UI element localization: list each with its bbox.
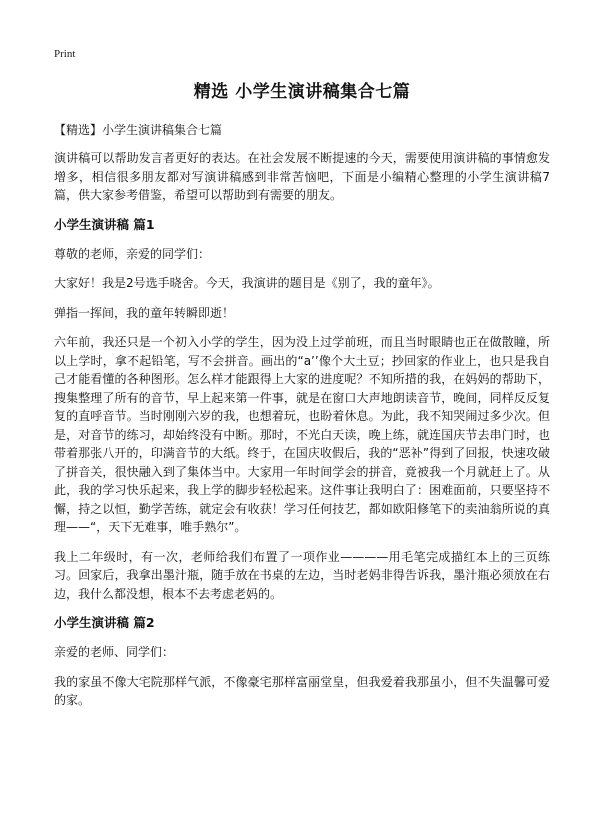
salutation-paragraph: 尊敬的老师，亲爱的同学们： — [54, 246, 211, 261]
page-title: 精选 小学生演讲稿集合七篇 — [193, 82, 411, 102]
article-subtitle: 【精选】小学生演讲稿集合七篇 — [54, 123, 223, 137]
salutation-paragraph: 亲爱的老师、同学们： — [54, 645, 175, 659]
section-heading-2: 小学生演讲稿 篇2 — [54, 615, 155, 630]
body-paragraph: 我上二年级时，有一次，老师给我们布置了一项作业————用毛笔完成描红本上的三页练习。回家后，我拿出墨汁瓶，随手放在书桌的左边，当时老妈非得告诉我，墨汁瓶必须放在右边，我什么都没想，根本不去考虑老妈的。 — [54, 549, 550, 601]
body-paragraph: 弹指一挥间，我的童年转瞬即逝！ — [54, 305, 235, 320]
intro-paragraph: 演讲稿可以帮助发言者更好的表达。在社会发展不断提速的今天，需要使用演讲稿的事情愈发增多，相信很多朋友都对写演讲稿感到非常苦恼吧，下面是小编精心整理的小学生演讲稿7篇，供大家参考借鉴，希望可以帮助到有需要的朋友。 — [54, 151, 550, 202]
body-paragraph: 六年前，我还只是一个初入小学的学生，因为没上过学前班，而且当时眼睛也正在做散瞳，所以上学时，拿不起铅笔，写不会拼音。画出的“a’’像个大土豆；抄回家的作业上，也只是我自己才能看懂的各种图形。怎么样才能跟得上大家的进度呢？不知所措的我，在妈妈的帮助下，搜集整理了所有的音节，早上起来第一件事，就是在窗口大声地朗读音节，晚间，同样反反复复的直呼音节。当时刚刚六岁的我，也想着玩，也盼着休息。为此，我不知哭闹过多少次。但是，对音节的练习，却始终没有中断。那时，不光白天读，晚上练，就连国庆节去串门时，也带着那张八开的，印满音节的大纸。终于，在国庆收假后，我的“恶补”得到了回报，快速攻破了拼音关，很快融入到了集体当中。大家用一年时间学会的拼音，竟被我一个月就赶上了。从此，我的学习快乐起来，我上学的脚步轻松起来。这件事让我明白了：困难面前，只要坚持不懈，持之以恒，勤学苦练，就定会有收获！学习任何技艺，都如欧阳修笔下的卖油翁所说的真理——“，天下无难事，唯手熟尔”。 — [54, 335, 550, 534]
body-paragraph: 我的家虽不像大宅院那样气派，不像豪宅那样富丽堂皇，但我爱着我那虽小，但不失温馨可爱的家。 — [54, 674, 550, 707]
print-link[interactable]: Print — [54, 48, 76, 60]
article-body — [54, 149, 550, 721]
section-heading-1: 小学生演讲稿 篇1 — [54, 216, 155, 232]
body-paragraph: 大家好！我是2号选手晓舍。今天，我演讲的题目是《别了，我的童年》。 — [54, 276, 440, 290]
